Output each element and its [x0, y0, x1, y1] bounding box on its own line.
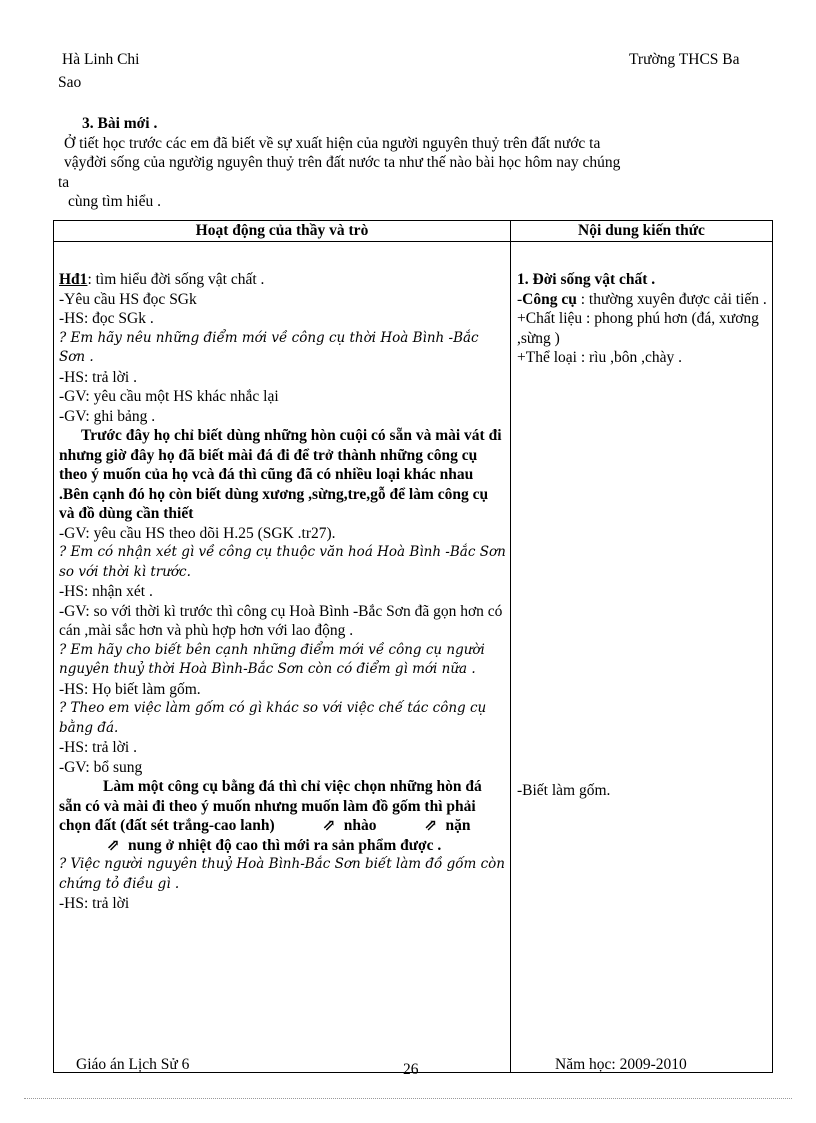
content-cell: [511, 242, 773, 1073]
column-header-content: Nội dung kiến thức: [511, 221, 773, 242]
question: ? Em hãy cho biết bên cạnh những điểm mới về công cụ người nguyên thuỷ thời Hoà Bình-Bắc Sơn còn có điểm gì mới nữa .: [59, 641, 485, 677]
arrow-icon: ⇗: [107, 836, 120, 854]
school-name: Trường THCS Ba: [629, 51, 740, 68]
arrow-icon: ⇗: [322, 817, 336, 834]
teacher-explanation: Trước đây họ chỉ biết dùng những hòn cuội có sẵn và mài vát đi nhưng giờ đây họ đã biết mài đá đi để trở thành những công cụ theo ý muốn của họ vcà đá thì cũng đã có nhiều loại khác nhau .Bên cạnh đó họ còn biết dùng xương ,sừng,tre,gỗ để làm công cụ và đồ dùng cần thiết: [59, 427, 502, 522]
explanation-text: nung ở nhiệt độ cao thì mới ra sản phẩm được .: [128, 836, 442, 854]
content-title: 1. Đời sống vật chất .: [517, 271, 656, 288]
activity-label: Hđ1: [59, 271, 88, 288]
page-number: 26: [403, 1061, 419, 1078]
question: ? Việc người nguyên thuỷ Hoà Bình-Bắc Sơn biết làm đồ gốm còn chứng tỏ điều gì .: [59, 856, 505, 892]
author-name: Hà Linh Chi: [62, 51, 140, 68]
intro-section: [58, 114, 778, 212]
footer-school-year: Năm học: 2009-2010: [555, 1056, 687, 1073]
content-item: -Biết làm gốm.: [517, 782, 611, 799]
text-line: -GV: yêu cầu HS theo dõi H.25 (SGK .tr27).: [59, 524, 336, 542]
table-header-row: [54, 221, 773, 242]
intro-paragraph-line: vậyđời sống của ngườig nguyên thuỷ trên đất nước ta như thế nào bài học hôm nay chúng: [64, 154, 621, 171]
intro-paragraph-line: Ở tiết học trước các em đã biết về sự xuất hiện của người nguyên thuỷ trên đất nước ta: [64, 134, 601, 152]
text-line: -GV: bổ sung: [59, 758, 143, 776]
explanation-text: nhào: [343, 817, 377, 834]
arrow-icon: ⇗: [424, 817, 438, 834]
text-line: -GV: yêu cầu một HS khác nhắc lại: [59, 388, 279, 405]
text-line: -GV: ghi bảng .: [59, 407, 156, 425]
text-line: -HS: trả lời: [59, 895, 130, 912]
text-line: -HS: Họ biết làm gốm.: [59, 680, 201, 698]
footer-subject: Giáo án Lịch Sử 6: [76, 1056, 190, 1073]
text-line: -Yêu cầu HS đọc SGk: [59, 290, 197, 308]
question: ? Em hãy nêu những điểm mới về công cụ thời Hoà Bình -Bắc Sơn .: [59, 329, 479, 365]
content-text: : thường xuyên được cải tiến .: [576, 290, 767, 308]
author-name-continued: Sao: [58, 74, 82, 91]
activities-cell: [54, 242, 511, 1073]
text-line: -HS: đọc SGk .: [59, 310, 154, 327]
content-item: +Thể loại : rìu ,bôn ,chày .: [517, 349, 682, 366]
text-line: -HS: nhận xét .: [59, 583, 153, 600]
text-line: -HS: trả lời .: [59, 368, 137, 386]
activity-title: [59, 270, 506, 290]
section-heading: 3. Bài mới .: [82, 115, 158, 132]
content-item: +Chất liệu : phong phú hơn (đá, xương ,sừng ): [517, 310, 759, 347]
text-line: -HS: trả lời .: [59, 739, 137, 756]
content-label: Công cụ: [522, 290, 577, 308]
intro-paragraph-line: cùng tìm hiểu .: [68, 193, 161, 210]
teacher-explanation: [59, 777, 506, 855]
activity-title-text: : tìm hiểu đời sống vật chất .: [87, 271, 265, 288]
explanation-text: nặn: [445, 817, 471, 834]
question: ? Theo em việc làm gốm có gì khác so với việc chế tác công cụ bằng đá.: [59, 700, 487, 736]
text-line: -GV: so với thời kì trước thì công cụ Hoà Bình -Bắc Sơn đã gọn hơn có cán ,mài sắc hơn và phù hợp hơn với lao động .: [59, 602, 503, 639]
intro-paragraph-line: ta: [58, 173, 70, 191]
column-header-activities: Hoạt động của thầy và trò: [54, 221, 511, 242]
content-item: -Công cụ : thường xuyên được cải tiến .: [517, 290, 767, 308]
explanation-text: Làm một công cụ bằng đá thì chỉ việc chọn những hòn đá sẵn có và mài đi theo ý muốn nhưng muốn làm đồ gốm thì phải chọn đất (đất sét trắng-cao lanh): [59, 778, 482, 834]
lesson-table: [53, 220, 773, 1073]
page-divider: [24, 1098, 792, 1099]
table-row: [54, 242, 773, 1073]
question: ? Em có nhận xét gì về công cụ thuộc văn hoá Hoà Bình -Bắc Sơn so với thời kì trước.: [59, 544, 506, 580]
